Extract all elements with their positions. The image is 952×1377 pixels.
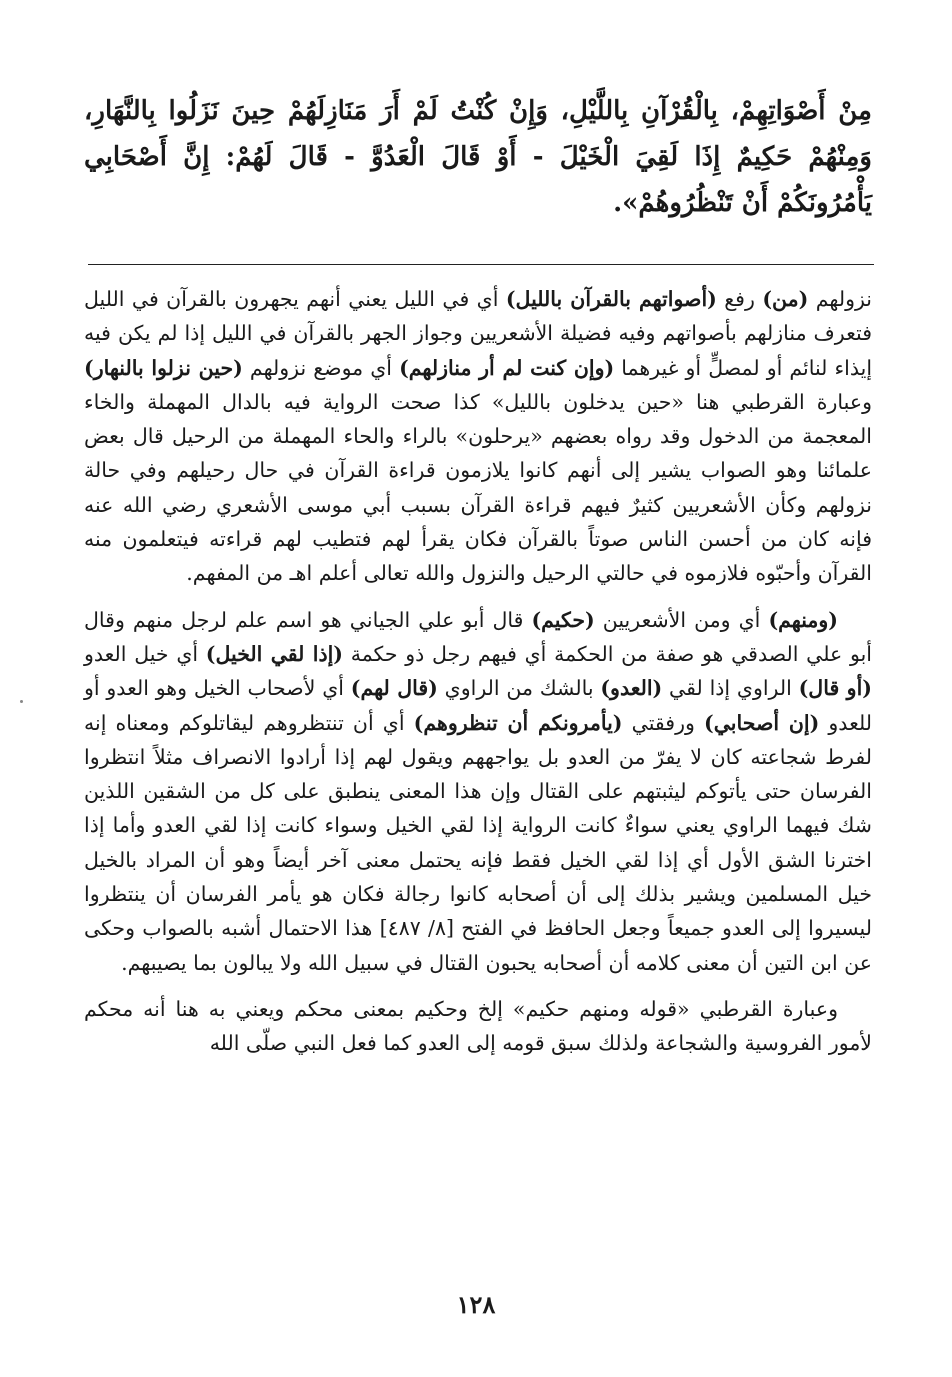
quoted-term: (من) — [762, 287, 809, 311]
quoted-term: (إن أصحابي) — [704, 710, 820, 735]
hadith-text: مِنْ أَصْوَاتِهِمْ، بِالْقُرْآنِ بِاللَّيْلِ، وَإِنْ كُنْتُ لَمْ أَرَ مَنَازِلَهُمْ حِينَ نَزَلُوا بِالنَّهَارِ، وَمِنْهُمْ حَكِيمٌ إِذَا لَقِيَ الْخَيْلَ - أَوْ قَالَ الْعَدُوَّ - قَالَ لَهُمْ: إِنَّ أَصْحَابِي يَأْمُرُونَكُمْ أَنْ تَنْظُرُوهُمْ». — [84, 96, 872, 218]
commentary-text: رفع — [716, 287, 763, 311]
quoted-term: (العدو) — [600, 676, 663, 701]
commentary-text: أي أن تنتظروهم ليقاتلوكم ومعناه إنه لفرط شجاعته كان لا يفرّ من العدو بل يواجههم ويقول لهم إذا أرادوا الانصراف مثلاً انتظروا الفرسان حتى يأتوكم ليثبتهم على القتال وإن هذا المعنى ينطبق على كل من الشقين اللذين شك فيهما الراوي يعني سواءٌ كانت الرواية إذا لقي الخيل وسواء كانت إذا لقي العدو وأما إذا اخترنا الشق الأول أي إذا لقي الخيل فقط فإنه يحتمل معنى آخر أيضاً وهو أن المراد بالخيل خيل المسلمين ويشير بذلك إلى أن أصحابه كانوا رجالة فكان هو يأمر الفرسان أن ينتظروا ليسيروا إلى العدو جميعاً وجعل الحافظ في الفتح [٨/ ٤٨٧] هذا الاحتمال أشبه بالصواب وحكى عن ابن التين أن معنى كلامه أن أصحابه يحبون القتال في سبيل الله ولا يبالون بما يصيبهم. — [84, 710, 872, 975]
quoted-term: (حين نزلوا بالنهار) — [84, 355, 243, 380]
scan-speck — [20, 700, 23, 703]
commentary-paragraph-1 — [84, 282, 872, 591]
commentary-text: الراوي إذا لقي — [662, 676, 799, 701]
commentary-text: قال أبو علي الجياني هو اسم علم لرجل منهم وقال أبو علي الصدقي هو صفة من الحكمة أي فيهم رجل ذو حكمة — [84, 607, 872, 666]
commentary-text: وعبارة القرطبي هنا «حين يدخلون بالليل» كذا صحت الرواية فيه بالدال المهملة والخاء المعجمة من الدخول وقد رواه بعضهم «يرحلون» بالراء والحاء المهملة من الرحيل قال بعض علمائنا وهو الصواب يشير إلى أنهم كانوا يلازمون قراءة القرآن في حال رحيلهم وفي حالة نزولهم وكأن الأشعريين كثيرٌ فيهم قراءة القرآن بسبب أبي موسى الأشعري رضي الله عنه فإنه كان من أحسن الناس صوتاً بالقرآن فكان يقرأ لهم فتطيب لهم قراءته فيتعلمون منه القرآن وأحبّوه فلازموه في حالتي الرحيل والنزول والله تعالى أعلم اهـ من المفهم. — [84, 389, 873, 586]
commentary-text: ورفقتي — [622, 710, 704, 735]
commentary-block — [84, 282, 872, 1073]
commentary-text: بالشك من الراوي — [437, 676, 601, 701]
commentary-text: أي لأصحاب الخيل وهو العدو أو للعدو — [84, 676, 872, 735]
commentary-paragraph-2 — [84, 603, 872, 980]
quoted-term: (ومنهم) — [768, 607, 838, 632]
commentary-text: وعبارة القرطبي «قوله ومنهم حكيم» إلخ وحكيم بمعنى محكم ويعني به هنا أنه محكم لأمور الفروسية والشجاعة ولذلك سبق قومه إلى العدو كما فعل النبي صلّى الله — [84, 996, 872, 1056]
quoted-term: (إذا لقي الخيل) — [205, 641, 343, 666]
quoted-term: (قال لهم) — [350, 676, 438, 701]
footnote-divider — [88, 264, 874, 265]
commentary-paragraph-3 — [84, 992, 872, 1061]
commentary-text: أي في الليل يعني أنهم يجهرون بالقرآن في الليل فتعرف منازلهم بأصواتهم وفيه فضيلة الأشعريين وجواز الجهر بالقرآن في الليل إذا لم يكن فيه إيذاء لنائم أو لمصلٍّ أو غيرهما — [84, 287, 873, 380]
quoted-term: (وإن كنت لم أر منازلهم) — [399, 355, 615, 380]
commentary-text: أي خيل العدو — [84, 641, 206, 666]
hadith-text-block — [84, 88, 872, 226]
page-number: ١٢٨ — [456, 1290, 496, 1319]
commentary-text: نزولهم — [808, 287, 872, 311]
quoted-term: (أصواتهم بالقرآن بالليل) — [505, 287, 717, 311]
commentary-text: أي موضع نزولهم — [242, 355, 400, 380]
quoted-term: (حكيم) — [531, 607, 595, 632]
quoted-term: (أو قال) — [798, 676, 872, 701]
quoted-term: (يأمرونكم أن تنظروهم) — [413, 710, 623, 735]
commentary-text: أي ومن الأشعريين — [594, 607, 769, 632]
